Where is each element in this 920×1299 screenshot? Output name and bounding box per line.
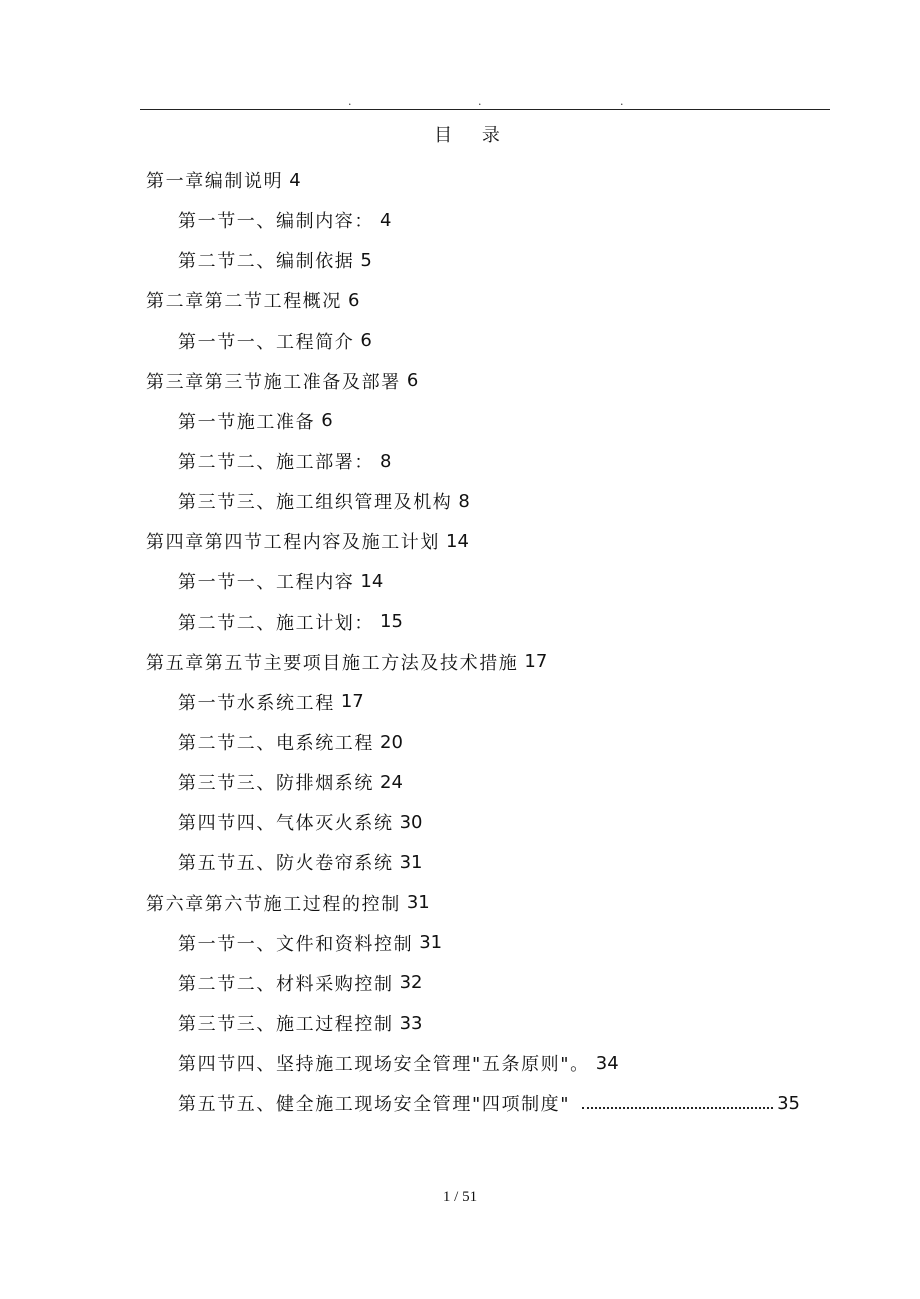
toc-chapter-entry[interactable] <box>0 642 920 682</box>
toc-page-number: 31 <box>406 892 430 914</box>
toc-section-entry[interactable] <box>0 1043 920 1083</box>
toc-title: 目 录 <box>434 125 512 146</box>
toc-section-entry[interactable] <box>0 682 920 722</box>
toc-page-number: 35 <box>777 1092 800 1114</box>
toc-section-entry[interactable] <box>0 762 920 802</box>
toc-page-number: 14 <box>360 570 384 592</box>
toc-chapter-entry[interactable] <box>0 361 920 401</box>
dot-leader <box>582 1107 773 1109</box>
toc-page-number: 34 <box>595 1052 619 1074</box>
toc-page-number: 20 <box>380 731 403 753</box>
toc-section-entry[interactable] <box>0 200 920 240</box>
toc-entry-title: 第一节施工准备 <box>178 411 316 433</box>
toc-section-entry[interactable] <box>0 481 920 521</box>
toc-chapter-entry[interactable] <box>0 160 920 200</box>
header-rule <box>140 109 830 110</box>
toc-page-number: 6 <box>321 410 333 432</box>
toc-page-number: 4 <box>380 209 392 231</box>
toc-entry-title: 第五节五、防火卷帘系统 <box>178 853 394 875</box>
toc-page-number: 30 <box>399 811 423 833</box>
toc-entry-title: 第三节三、施工过程控制 <box>178 1014 394 1036</box>
toc-entry-title: 第三章第三节施工准备及部署 <box>146 371 401 393</box>
toc-page-number: 17 <box>340 691 364 713</box>
toc-section-entry[interactable] <box>0 963 920 1003</box>
header-dot: . <box>620 95 624 108</box>
toc-entry-title: 第六章第六节施工过程的控制 <box>146 893 401 915</box>
toc-section-entry[interactable] <box>0 1083 800 1123</box>
toc-section-entry[interactable] <box>0 240 920 280</box>
toc-entry-title: 第四章第四节工程内容及施工计划 <box>146 532 440 554</box>
toc-page-number: 33 <box>399 1012 423 1034</box>
toc-page-number: 24 <box>380 771 403 793</box>
toc-page-number: 15 <box>380 611 403 633</box>
toc-entry-title: 第二节二、施工计划： <box>178 612 374 634</box>
toc-page-number: 6 <box>406 370 419 392</box>
toc-section-entry[interactable] <box>0 441 920 481</box>
toc-entry-title: 第一节一、编制内容： <box>178 211 374 233</box>
toc-entry-title: 第一节一、工程内容 <box>178 572 355 594</box>
toc-page-number: 31 <box>419 932 443 954</box>
toc-section-entry[interactable] <box>0 923 920 963</box>
toc-entry-title: 第四节四、气体灭火系统 <box>178 813 394 835</box>
toc-chapter-entry[interactable] <box>0 521 920 561</box>
toc-entry-title: 第二节二、材料采购控制 <box>178 973 394 995</box>
toc-entry-title: 第二节二、施工部署： <box>178 452 374 474</box>
header-dot: . <box>348 95 352 108</box>
toc-section-entry[interactable] <box>0 602 920 642</box>
toc-section-entry[interactable] <box>0 842 920 882</box>
header-dot: . <box>478 95 482 108</box>
toc-section-entry[interactable] <box>0 401 920 441</box>
toc-entry-title: 第三节三、施工组织管理及机构 <box>178 492 453 514</box>
toc-entry-title: 第五章第五节主要项目施工方法及技术措施 <box>146 652 519 674</box>
toc-page-number: 31 <box>399 851 423 873</box>
toc-page-number: 8 <box>458 490 470 512</box>
toc-section-entry[interactable] <box>0 1003 920 1043</box>
toc-page-number: 32 <box>399 972 423 994</box>
toc-section-entry[interactable] <box>0 802 920 842</box>
toc-page-number: 14 <box>446 530 469 552</box>
toc-entry-title: 第一节一、工程简介 <box>178 331 355 353</box>
toc-page-number: 8 <box>380 450 392 472</box>
toc-section-entry[interactable] <box>0 722 920 762</box>
toc-entry-title: 第四节四、坚持施工现场安全管理"五条原则"。 <box>178 1054 590 1076</box>
toc-page-number: 6 <box>348 289 360 311</box>
toc-page-number: 4 <box>289 169 301 191</box>
toc-chapter-entry[interactable] <box>0 883 920 923</box>
toc-section-entry[interactable] <box>0 561 920 601</box>
toc-list <box>0 160 920 1123</box>
toc-section-entry[interactable] <box>0 321 920 361</box>
toc-entry-title: 第二节二、编制依据 <box>178 251 355 273</box>
toc-entry-title: 第一章编制说明 <box>146 171 284 193</box>
toc-entry-title: 第二章第二节工程概况 <box>146 291 342 313</box>
page-indicator: 1 / 51 <box>442 1189 478 1205</box>
toc-chapter-entry[interactable] <box>0 280 920 320</box>
toc-page-number: 6 <box>360 330 372 352</box>
toc-entry-title: 第一节一、文件和资料控制 <box>178 933 414 955</box>
toc-page-number: 5 <box>360 249 372 271</box>
toc-entry-title: 第三节三、防排烟系统 <box>178 773 374 795</box>
toc-entry-title: 第二节二、电系统工程 <box>178 733 374 755</box>
toc-entry-title: 第一节水系统工程 <box>178 692 335 714</box>
toc-entry-title: 第五节五、健全施工现场安全管理"四项制度" <box>178 1094 571 1116</box>
toc-page-number: 17 <box>524 651 548 673</box>
